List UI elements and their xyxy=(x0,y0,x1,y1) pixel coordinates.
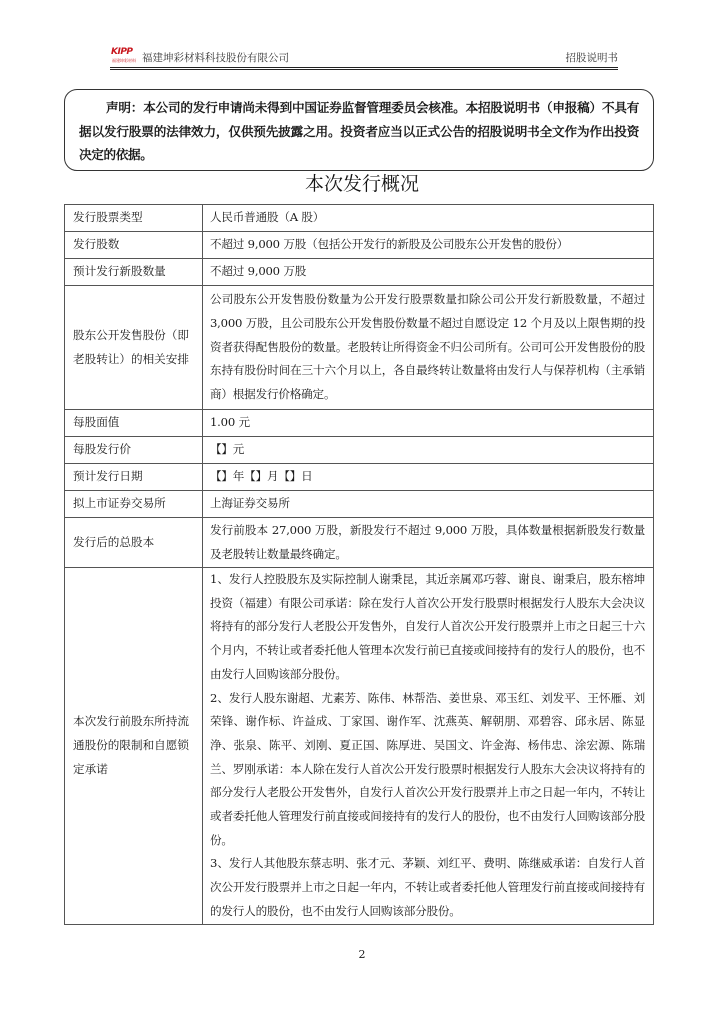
table-row xyxy=(65,205,654,232)
row-label: 股东公开发售股份（即老股转让）的相关安排 xyxy=(65,286,203,410)
logo-mark: KIPP xyxy=(111,47,133,57)
row-value: 公司股东公开发售股份数量为公开发行股票数量扣除公司公开发行新股数量，不超过 3,000 万股，且公司股东公开发售股份数量不超过自愿设定 12 个月及以上限售期的投资者获得配售股份的数量。老股转让所得资金不归公司所有。公司可公开发售股份的股东持有股份时间在三十六个月以上，各自最终转让数量将由发行人与保荐机构（主承销商）根据发行价格确定。 xyxy=(203,286,654,410)
document-type: 招股说明书 xyxy=(565,52,618,64)
company-logo xyxy=(110,48,140,66)
header-rule xyxy=(110,69,618,70)
commitment-paragraph: 3、发行人其他股东蔡志明、张才元、茅颖、刘红平、费明、陈继威承诺：自发行人首次公开发行股票并上市之日起一年内，不转让或者委托他人管理发行前直接或间接持有的发行人的股份，也不由发行人回购该部分股份。 xyxy=(210,856,645,918)
offering-overview-table xyxy=(64,204,654,925)
table-row xyxy=(65,491,654,518)
row-label: 每股面值 xyxy=(65,410,203,437)
row-value: 不超过 9,000 万股 xyxy=(203,259,654,286)
table-row xyxy=(65,437,654,464)
page-title: 本次发行概况 xyxy=(304,173,419,195)
commitment-paragraph: 1、发行人控股股东及实际控制人谢秉昆，其近亲属邓巧蓉、谢良、谢秉启，股东榕坤投资（福建）有限公司承诺：除在发行人首次公开发行股票时根据发行人股东大会决议将持有的部分发行人老股公开发售外，自发行人首次公开发行股票并上市之日起三十六个月内，不转让或者委托他人管理本次发行前已直接或间接持有的发行人的股份，也不由发行人回购该部分股份。 xyxy=(210,572,645,681)
table-row xyxy=(65,286,654,410)
declaration-text: 声明：本公司的发行申请尚未得到中国证券监督管理委员会核准。本招股说明书（申报稿）不具有据以发行股票的法律效力，仅供预先披露之用。投资者应当以正式公告的招股说明书全文作为作出投资决定的依据。 xyxy=(79,100,639,162)
row-value: 人民币普通股（A 股） xyxy=(203,205,654,232)
row-value: 不超过 9,000 万股（包括公开发行的新股及公司股东公开发售的股份） xyxy=(203,232,654,259)
declaration-box xyxy=(64,89,654,171)
row-label: 发行股数 xyxy=(65,232,203,259)
row-value: 【】年【】月【】日 xyxy=(203,464,654,491)
row-label: 发行股票类型 xyxy=(65,205,203,232)
commitment-paragraph: 2、发行人股东谢超、尤素芳、陈伟、林帮浩、姜世泉、邓玉红、刘发平、王怀雁、刘荣锋、谢作标、许益成、丁家国、谢作军、沈燕英、解朝朋、邓碧容、邱永居、陈显浄、张泉、陈平、刘刚、夏正国、陈厚进、吴国文、许金海、杨伟忠、涂宏源、陈瑞兰、罗刚承诺：本人除在发行人首次公开发行股票时根据发行人股东大会决议将持有的部分发行人老股公开发售外，自发行人首次公开发行股票并上市之日起一年内，不转让或者委托他人管理发行前直接或间接持有的发行人的股份，也不由发行人回购该部分股份。 xyxy=(210,690,645,847)
table-row xyxy=(65,259,654,286)
row-label: 发行后的总股本 xyxy=(65,518,203,568)
table-row xyxy=(65,410,654,437)
row-label: 本次发行前股东所持流通股份的限制和自愿锁定承诺 xyxy=(65,568,203,925)
table-row xyxy=(65,518,654,568)
row-value: 上海证券交易所 xyxy=(203,491,654,518)
row-value: 发行前股本 27,000 万股，新股发行不超过 9,000 万股，具体数量根据新股发行数量及老股转让数量最终确定。 xyxy=(203,518,654,568)
table-row xyxy=(65,568,654,925)
row-value xyxy=(203,568,654,925)
row-label: 拟上市证券交易所 xyxy=(65,491,203,518)
header-rule xyxy=(110,67,618,68)
table-row xyxy=(65,232,654,259)
row-label: 每股发行价 xyxy=(65,437,203,464)
company-name: 福建坤彩材料科技股份有限公司 xyxy=(142,52,289,64)
table-row xyxy=(65,464,654,491)
logo-subtext: 福建坤彩材料 xyxy=(112,58,136,63)
row-label: 预计发行日期 xyxy=(65,464,203,491)
page-number: 2 xyxy=(358,948,366,961)
page-header xyxy=(110,48,618,68)
row-value: 【】元 xyxy=(203,437,654,464)
row-label: 预计发行新股数量 xyxy=(65,259,203,286)
row-value: 1.00 元 xyxy=(203,410,654,437)
